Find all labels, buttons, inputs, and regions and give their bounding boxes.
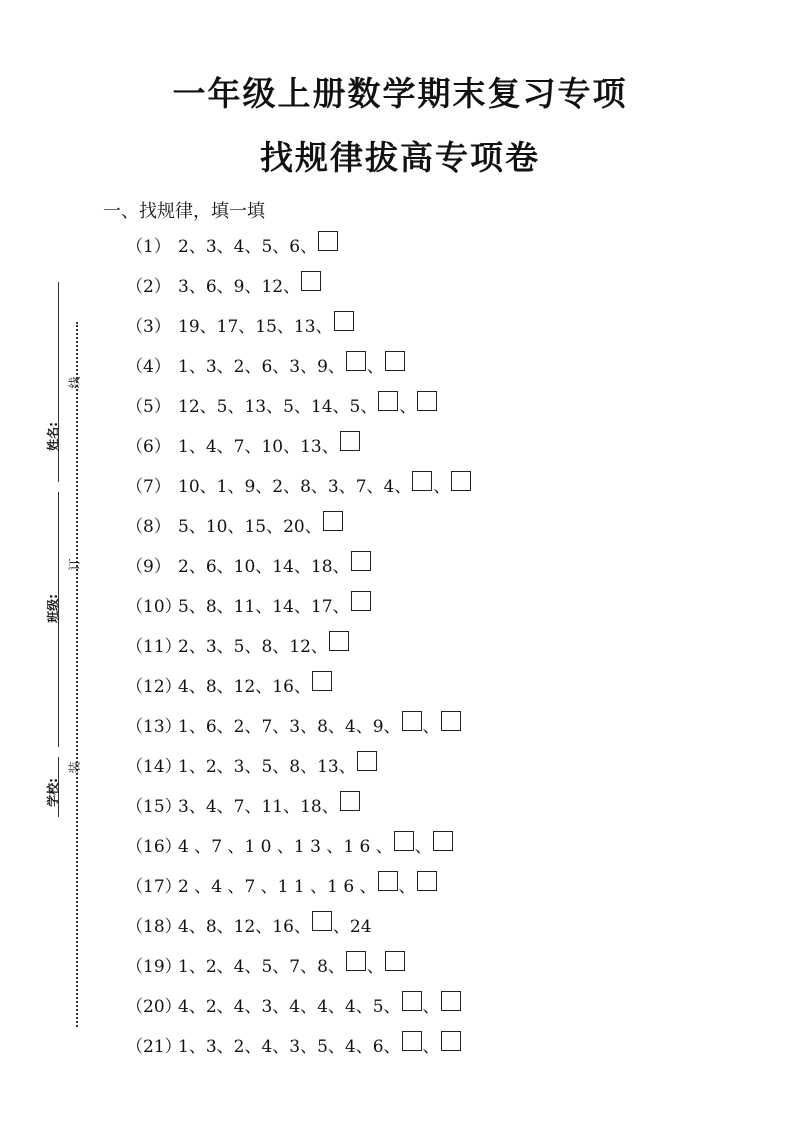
problem-row [126, 984, 472, 1024]
answer-box[interactable] [346, 951, 366, 971]
problem-row [126, 824, 472, 864]
problem-row [126, 784, 472, 824]
sequence-text: 5、8、11、14、17、 [178, 596, 350, 617]
answer-box[interactable] [378, 871, 398, 891]
name-label: 姓名: [45, 422, 60, 451]
sequence-text: 1、6、2、7、3、8、4、9、 [178, 716, 401, 737]
problem-number: （15） [126, 796, 182, 817]
sequence-text: 、 [366, 956, 384, 977]
problem-number: （9） [126, 556, 171, 577]
answer-box[interactable] [402, 711, 422, 731]
sequence-text: 、 [433, 476, 451, 497]
sequence-text: 19、17、15、13、 [178, 316, 333, 337]
sequence-text: 、 [399, 396, 417, 417]
ding-char: 订 [67, 558, 82, 571]
problem-row [126, 544, 472, 584]
sequence-text: 1、3、2、6、3、9、 [178, 356, 345, 377]
problem-number: （12） [126, 676, 182, 697]
sequence-text: 4、2、4、3、4、4、4、5、 [178, 996, 401, 1017]
class-label: 班级: [45, 594, 60, 623]
cut-line [76, 322, 78, 1027]
problem-number: （5） [126, 396, 171, 417]
answer-box[interactable] [412, 471, 432, 491]
answer-box[interactable] [441, 1031, 461, 1051]
problem-number: （2） [126, 276, 171, 297]
problem-row [126, 504, 472, 544]
answer-box[interactable] [385, 951, 405, 971]
sequence-text: 2、3、4、5、6、 [178, 236, 318, 257]
problem-row [126, 464, 472, 504]
answer-box[interactable] [385, 351, 405, 371]
answer-box[interactable] [312, 671, 332, 691]
sequence-text: 1、4、7、10、13、 [178, 436, 339, 457]
sequence-text: 12、5、13、5、14、5、 [178, 396, 378, 417]
sequence-text: 4 、7 、1 0 、1 3 、1 6 、 [178, 836, 393, 857]
problem-number: （18） [126, 916, 182, 937]
problem-row [126, 744, 472, 784]
problem-row [126, 1024, 472, 1064]
problem-row [126, 384, 472, 424]
answer-box[interactable] [433, 831, 453, 851]
name-write-line [58, 282, 59, 482]
problem-row [126, 904, 472, 944]
answer-box[interactable] [334, 311, 354, 331]
problem-number: （21） [126, 1036, 182, 1057]
answer-box[interactable] [417, 391, 437, 411]
answer-box[interactable] [346, 351, 366, 371]
sequence-text: 2 、4 、7 、1 1 、1 6 、 [178, 876, 377, 897]
answer-box[interactable] [340, 791, 360, 811]
problem-number: （17） [126, 876, 182, 897]
problem-row [126, 624, 472, 664]
sequence-text: 4、8、12、16、 [178, 676, 311, 697]
sequence-text: 、 [414, 836, 432, 857]
problem-number: （14） [126, 756, 182, 777]
problem-number: （20） [126, 996, 182, 1017]
problem-number: （8） [126, 516, 171, 537]
problem-number: （10） [126, 596, 182, 617]
answer-box[interactable] [378, 391, 398, 411]
answer-box[interactable] [318, 231, 338, 251]
sequence-text: 1、3、2、4、3、5、4、6、 [178, 1036, 401, 1057]
problem-row [126, 304, 472, 344]
page-title: 一年级上册数学期末复习专项 [172, 74, 628, 113]
page-subtitle: 找规律拔高专项卷 [260, 138, 540, 177]
sequence-text: 4、8、12、16、 [178, 916, 311, 937]
problem-list [126, 224, 472, 1064]
sequence-text: 、 [366, 356, 384, 377]
answer-box[interactable] [441, 711, 461, 731]
answer-box[interactable] [301, 271, 321, 291]
problem-number: （1） [126, 236, 171, 257]
sequence-text: 3、4、7、11、18、 [178, 796, 339, 817]
problem-number: （4） [126, 356, 171, 377]
sequence-text: 5、10、15、20、 [178, 516, 322, 537]
sequence-text: 、 [422, 716, 440, 737]
answer-box[interactable] [357, 751, 377, 771]
answer-box[interactable] [312, 911, 332, 931]
answer-box[interactable] [351, 551, 371, 571]
school-label: 学校: [45, 778, 60, 807]
problem-row [126, 864, 472, 904]
sequence-text: 10、1、9、2、8、3、7、4、 [178, 476, 412, 497]
sequence-text: 、24 [332, 916, 372, 937]
sequence-text: 1、2、3、5、8、13、 [178, 756, 356, 777]
problem-number: （6） [126, 436, 171, 457]
problem-number: （3） [126, 316, 171, 337]
sequence-text: 、 [422, 996, 440, 1017]
answer-box[interactable] [441, 991, 461, 1011]
answer-box[interactable] [451, 471, 471, 491]
sequence-text: 3、6、9、12、 [178, 276, 301, 297]
problem-number: （7） [126, 476, 171, 497]
section-heading: 一、找规律，填一填 [103, 201, 265, 222]
problem-number: （11） [126, 636, 182, 657]
sequence-text: 、 [422, 1036, 440, 1057]
sequence-text: 2、6、10、14、18、 [178, 556, 350, 577]
line-char: 线 [67, 376, 82, 389]
zhuang-char: 装 [67, 761, 82, 774]
answer-box[interactable] [394, 831, 414, 851]
problem-row [126, 344, 472, 384]
problem-number: （16） [126, 836, 182, 857]
problem-row [126, 664, 472, 704]
problem-number: （13） [126, 716, 182, 737]
answer-box[interactable] [402, 1031, 422, 1051]
answer-box[interactable] [417, 871, 437, 891]
answer-box[interactable] [402, 991, 422, 1011]
answer-box[interactable] [340, 431, 360, 451]
sequence-text: 、 [398, 876, 416, 897]
sequence-text: 1、2、4、5、7、8、 [178, 956, 345, 977]
problem-row [126, 944, 472, 984]
problem-row [126, 584, 472, 624]
problem-row [126, 424, 472, 464]
answer-box[interactable] [351, 591, 371, 611]
problem-row [126, 224, 472, 264]
problem-row [126, 264, 472, 304]
answer-box[interactable] [323, 511, 343, 531]
problem-number: （19） [126, 956, 182, 977]
sequence-text: 2、3、5、8、12、 [178, 636, 328, 657]
answer-box[interactable] [329, 631, 349, 651]
problem-row [126, 704, 472, 744]
